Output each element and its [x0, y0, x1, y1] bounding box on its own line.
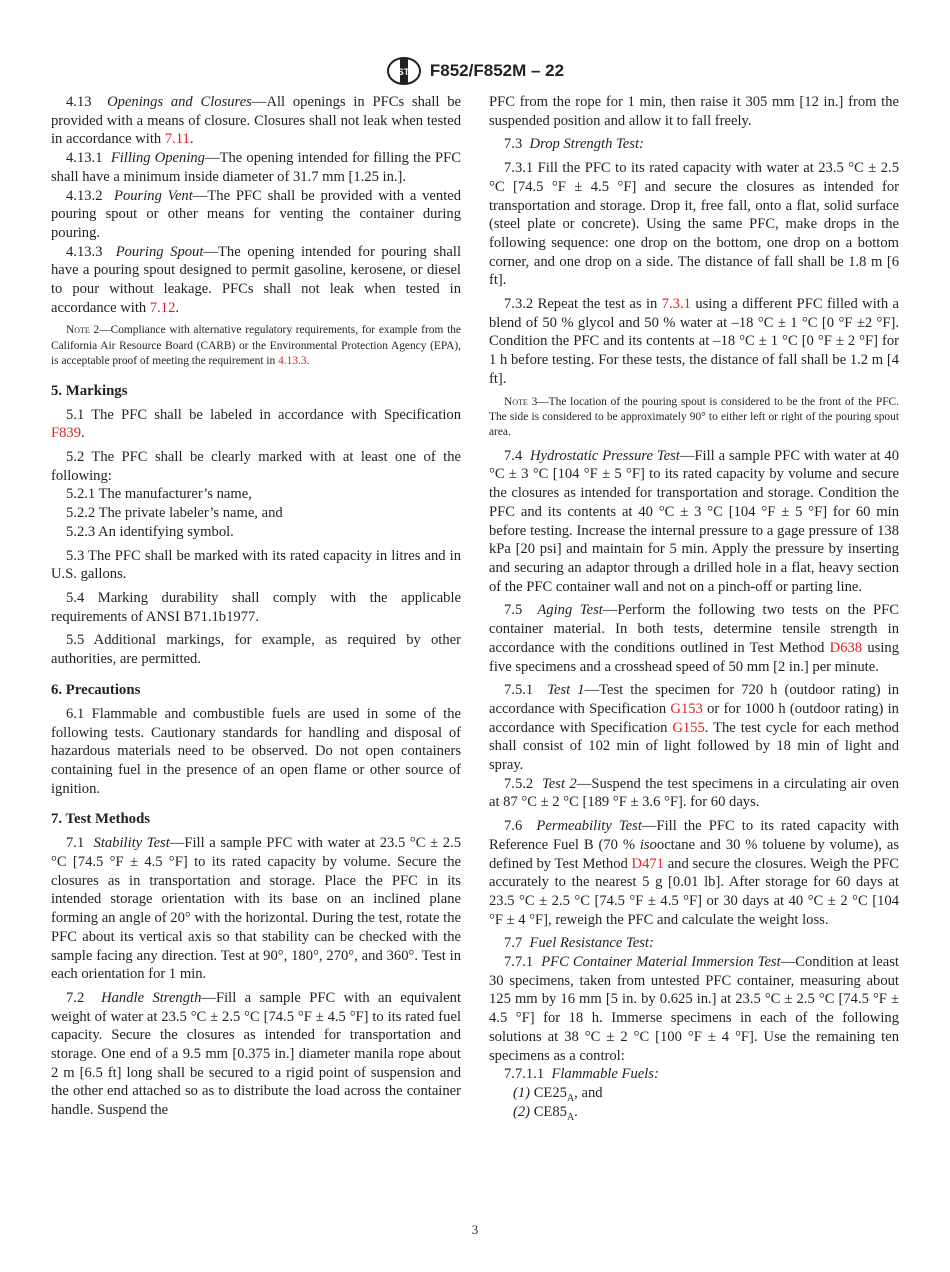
- svg-text:ASTM: ASTM: [391, 67, 417, 77]
- section-7-5-1: 7.5.1 Test 1—Test the specimen for 720 h (outdoor rating) in accordance with Specification G153 or for 1000 h (outdoor rating) in accordance with Specification G155. The test cycle for each method shall consist of 102 min of light followed by 18 min of light and spray.: [489, 682, 900, 774]
- section-5-2: 5.2 The PFC shall be clearly marked with at least one of the following:: [51, 449, 461, 484]
- reference-link[interactable]: D471: [631, 855, 664, 872]
- page-number: 3: [471, 1222, 479, 1237]
- reference-link[interactable]: 7.3.1: [661, 296, 691, 313]
- reference-link[interactable]: 7.12: [149, 299, 176, 316]
- left-column: [51, 93, 461, 1120]
- reference-link[interactable]: G153: [670, 700, 703, 717]
- section-7-1: 7.1 Stability Test—Fill a sample PFC with water at 23.5 °C ± 2.5 °C [74.5 °F ± 4.5 °F] to its rated capacity by volume. Secure the closures as in transportation and storage. Place the PFC in its intended storage orientation with its base on an inclined plane forming an angle of 20° with the horizontal. During the test, rotate the PFC about its vertical axis so that stability can be checked with the sample facing any direction. Test at 90°, 180°, 270°, and 360°. Test in each orientation for 1 min.: [51, 835, 461, 983]
- list-item: (1) $CE25_A$, and: [513, 1084, 603, 1104]
- astm-logo-icon: [386, 56, 422, 86]
- standard-designation: F852/F852M – 22: [429, 61, 565, 80]
- section-7-5: 7.5 Aging Test—Perform the following two tests on the PFC container material. In both tests, determine tensile strength in accordance with the conditions outlined in Test Method D638 using five specimens and a crosshead speed of 50 mm [2 in.] per minute.: [489, 602, 900, 675]
- reference-link[interactable]: 4.13.3: [278, 355, 307, 368]
- section-4-13-1: 4.13.1 Filling Opening—The opening intended for filling the PFC shall have a minimum inside diameter of 31.7 mm [1.25 in.].: [51, 150, 461, 185]
- section-4-13: 4.13 Openings and Closures—All openings in PFCs shall be provided with a means of closure. Closures shall not leak when tested in accordance with 7.11.: [51, 94, 462, 148]
- section-7-7-1: 7.7.1 PFC Container Material Immersion Test—Condition at least 30 specimens, taken from untested PFC container, measuring about 125 mm by 16 mm [5 in. by 0.625 in.] at 23.5 °C ± 2.5 °C [74.5 °F ± 4.5 °F] for 18 h. Immerse specimens in each of the following solutions at 38 °C ± 2 °C [100 °F ± 4 °F]. Use the remaining ten specimens as a control:: [489, 954, 899, 1064]
- section-5-2-1: 5.2.1 The manufacturer’s name,: [66, 486, 252, 503]
- section-7-3-2: 7.3.2 Repeat the test as in 7.3.1 using a different PFC filled with a blend of 50 % glycol and 50 % water at –18 °C ± 1 °C [0 °F ±2 °F]. Condition the PFC and its contents at –18 °C ± 1 °C [0 °F ± 2 °F] for 1 h before testing. For these tests, the distance of fall shall be 1.2 m [4 ft].: [489, 296, 899, 387]
- right-column: [489, 93, 899, 1121]
- note-2: Note 2—Compliance with alternative regulatory requirements, for example from the California Air Resource Board (CARB) or the Environmental Protection Agency (EPA), is acceptable proof of meeting the requirement in 4.13.3.: [51, 324, 461, 368]
- section-5-4: 5.4 Marking durability shall comply with the applicable requirements of ANSI B71.1b1977.: [51, 589, 461, 625]
- section-7-7-1-1: 7.7.1.1 Flammable Fuels:: [504, 1066, 659, 1083]
- section-7-7: 7.7 Fuel Resistance Test:: [504, 935, 654, 952]
- section-4-13-2: 4.13.2 Pouring Vent—The PFC shall be provided with a vented pouring spout or other means for venting the container during pouring.: [51, 187, 462, 241]
- section-7-2-continued: PFC from the rope for 1 min, then raise it 305 mm [12 in.] from the suspended position and allow it to fall freely.: [489, 94, 899, 129]
- section-7-2: 7.2 Handle Strength—Fill a sample PFC with an equivalent weight of water at 23.5 °C ± 2.5 °C [74.5 °F ± 4.5 °F] to its rated fuel capacity. Secure the closures as intended for transportation and storage. One end of a 9.5 mm [0.375 in.] diameter manila rope about 2 m [6.5 ft] long shall be secured to a rigid point of suspension and the other end attached so as to distribute the load across the container handle. Suspend the: [51, 989, 461, 1119]
- section-7-6: 7.6 Permeability Test—Fill the PFC to its rated capacity with Reference Fuel B (70 % isooctane and 30 % toluene by volume), as defined by Test Method D471 and secure the closures. Weigh the PFC accurately to the nearest 5 g [0.01 lb]. After storage for 60 days at 23.5 °C ± 2.5 °C [74.5 °F ± 4.5 °F] or 30 days at 40 °C ± 2 °C [104 °F ± 4 °F], reweigh the PFC and calculate the weight loss.: [489, 818, 900, 928]
- section-7-5-2: 7.5.2 Test 2—Suspend the test specimens in a circulating air oven at 87 °C ± 2 °C [189 °F ± 3.6 °F]. for 60 days.: [489, 775, 899, 811]
- list-item: (2) $CE85_A$.: [513, 1103, 578, 1123]
- reference-link[interactable]: F839: [51, 425, 82, 442]
- heading-markings: 5. Markings: [51, 382, 128, 399]
- section-6-1: 6.1 Flammable and combustible fuels are used in some of the following tests. Cautionary standards for handling and disposal of hazardous materials need to be observed. Do not open containers containing fuel in the presence of an open flame or other source of ignition.: [51, 705, 461, 797]
- section-4-13-3: 4.13.3 Pouring Spout—The opening intended for pouring shall have a pouring spout designed to permit gasoline, kerosene, or diesel to pour without leakage. PFCs shall not leak when tested in accordance with 7.12.: [51, 243, 462, 316]
- section-7-3: 7.3 Drop Strength Test:: [504, 136, 644, 153]
- reference-link[interactable]: G155: [672, 719, 705, 736]
- section-5-5: 5.5 Additional markings, for example, as required by other authorities, are permitted.: [51, 632, 461, 668]
- page-header: [0, 54, 950, 88]
- note-3: Note 3—The location of the pouring spout is considered to be the front of the PFC. The side is considered to be approximately 90° to either left or right of the pouring spout area.: [489, 395, 899, 439]
- heading-precautions: 6. Precautions: [51, 681, 141, 698]
- section-7-4: 7.4 Hydrostatic Pressure Test—Fill a sample PFC with water at 40 °C ± 3 °C [104 °F ± 5 °F] to its rated capacity by volume and secure the closures as intended for transportation and storage. Condition the PFC and its contents at 40 °C ± 3 °C [104 °F ± 5 °F] for 60 min before testing. Increase the internal pressure to a gage pressure of 138 kPa [20 psi] and maintain for 5 min. Apply the pressure by inserting and securing an adaptor through a drilled hole in a flat, heavy section of the PFC container wall and not on a pinch-off or parting line.: [489, 447, 899, 595]
- section-5-2-3: 5.2.3 An identifying symbol.: [66, 523, 234, 540]
- heading-test-methods: 7. Test Methods: [51, 811, 151, 828]
- reference-link[interactable]: D638: [829, 639, 863, 656]
- section-5-2-2: 5.2.2 The private labeler’s name, and: [66, 505, 283, 522]
- section-5-3: 5.3 The PFC shall be marked with its rated capacity in litres and in U.S. gallons.: [51, 547, 461, 583]
- reference-link[interactable]: 7.11: [164, 131, 190, 148]
- section-5-1: 5.1 The PFC shall be labeled in accordance with Specification F839.: [51, 406, 461, 442]
- section-7-3-1: 7.3.1 Fill the PFC to its rated capacity with water at 23.5 °C ± 2.5 °C [74.5 °F ± 4.5 °F] and secure the closures as intended for transportation and storage. Drop it, free fall, onto a flat, solid surface (steel plate or concrete). Using the same PFC, make drops in the following sequence: one drop on the bottom, one drop on a bottom corner, and one drop on a side. The distance of fall shall be 1.8 m [6 ft].: [489, 160, 899, 289]
